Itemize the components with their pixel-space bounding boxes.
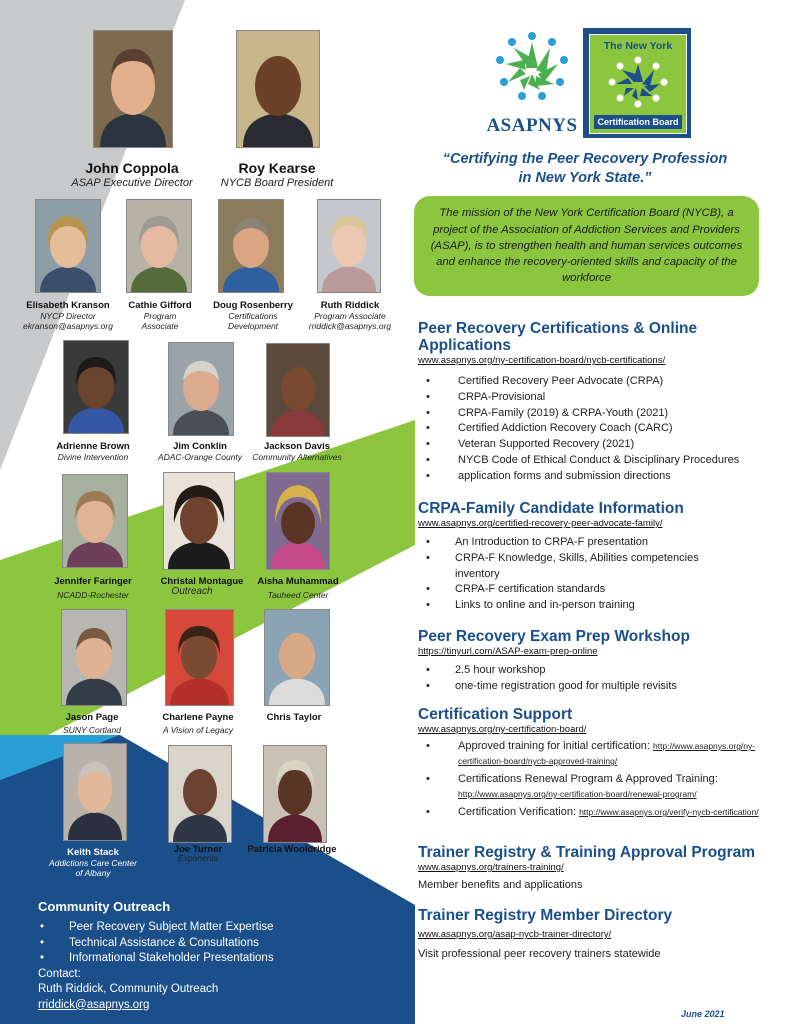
person-patricia-wooldridge	[240, 844, 344, 855]
person-role: Outreach	[171, 586, 213, 597]
person-doug-rosenberry	[203, 300, 303, 331]
person-role: Community Alternatives	[252, 452, 342, 462]
person-role: Program Associate	[314, 311, 386, 321]
person-role: Program	[143, 311, 177, 321]
portrait-icon	[219, 200, 283, 292]
list-item: • CRPA-Family (2019) & CRPA-Youth (2021)	[426, 406, 669, 419]
portrait-icon	[166, 610, 233, 705]
photo-john-coppola	[93, 30, 173, 148]
list-item: • Links to online and in-person training	[426, 599, 635, 612]
photo-doug-rosenberry	[218, 199, 284, 293]
section-title	[418, 320, 758, 354]
person-role: Exponents	[177, 853, 219, 863]
list-item: • CRPA-F certification standards	[426, 583, 606, 596]
person-jim-conklin	[150, 441, 250, 462]
list-item: • Informational Stakeholder Presentations	[40, 952, 274, 964]
person-name: Patricia Wooldridge	[247, 844, 337, 855]
person-jackson-davis	[244, 441, 350, 462]
portrait-icon	[169, 343, 233, 435]
list-item-text: Certifications Renewal Program & Approved Training:	[458, 773, 718, 785]
list-item-text: Approved training for initial certification:	[458, 740, 654, 752]
list-item: • Technical Assistance & Consultations	[40, 936, 259, 949]
photo-roy-kearse	[236, 30, 320, 148]
photo-jim-conklin	[168, 342, 234, 436]
photo-charlene-payne	[165, 609, 234, 706]
person-name: Ruth Riddick	[320, 300, 380, 311]
portrait-icon	[267, 473, 329, 569]
section-title: Trainer Registry Member Directory	[418, 907, 673, 924]
list-item-text: CRPA-Family (2019) & CRPA-Youth (2021)	[458, 406, 669, 419]
photo-jason-page	[61, 609, 127, 706]
section-link[interactable]: https://tinyurl.com/ASAP-exam-prep-online	[418, 646, 598, 657]
person-name: John Coppola	[85, 160, 179, 176]
photo-jackson-davis	[266, 343, 330, 437]
portrait-icon	[169, 746, 231, 842]
list-item-text: An Introduction to CRPA-F presentation	[455, 536, 649, 548]
portrait-icon	[63, 475, 127, 567]
list-item-text: Certified Recovery Peer Advocate (CRPA)	[458, 375, 664, 387]
section-title-line1: Peer Recovery Certifications & Online	[418, 320, 698, 337]
person-role-2: of Albany	[75, 868, 111, 878]
photo-ruth-riddick	[317, 199, 381, 293]
list-item: • Veteran Supported Recovery (2021)	[426, 438, 635, 451]
person-name: Keith Stack	[67, 847, 119, 858]
exam-list	[418, 663, 758, 695]
person-name: Jennifer Faringer	[54, 576, 132, 587]
portrait-icon	[267, 344, 329, 436]
list-item-text: Certified Addiction Recovery Coach (CARC)	[458, 422, 673, 435]
person-christal-montague	[147, 576, 257, 597]
people-circle-icon	[486, 28, 578, 108]
person-role: A Vision of Legacy	[163, 725, 233, 735]
person-name: Christal Montague	[160, 576, 244, 587]
person-name: Joe Turner	[173, 844, 223, 855]
person-role-2: Associate	[141, 321, 179, 331]
outreach-list	[38, 920, 274, 967]
list-item: • application forms and submission directions	[426, 469, 671, 482]
portrait-icon	[318, 200, 380, 292]
person-name: Jim Conklin	[173, 441, 227, 452]
person-chris-taylor	[244, 712, 344, 723]
photo-adrienne-brown	[63, 340, 129, 434]
section-title-line2: Applications	[418, 337, 512, 354]
portrait-icon	[237, 31, 319, 147]
section-certification-support	[418, 706, 778, 820]
section-link[interactable]: www.asapnys.org/trainers-training/	[418, 862, 564, 873]
photo-cathie-gifford	[126, 199, 192, 293]
list-item-text: Informational Stakeholder Presentations	[69, 952, 274, 964]
section-exam-prep	[418, 628, 758, 695]
list-item-text: CRPA-F certification standards	[455, 583, 606, 596]
person-name: Roy Kearse	[238, 160, 316, 176]
mission-box	[414, 196, 759, 296]
section-link[interactable]: www.asapnys.org/certified-recovery-peer-advocate-family/	[418, 518, 663, 529]
person-name: Jason Page	[65, 712, 119, 723]
person-role: NYCB Board President	[220, 177, 334, 189]
section-text: Visit professional peer recovery trainers statewide	[418, 948, 661, 960]
person-charlene-payne	[146, 712, 250, 735]
portrait-icon	[62, 610, 126, 705]
section-link[interactable]: www.asapnys.org/ny-certification-board/	[418, 724, 587, 735]
list-item-text: 2.5 hour workshop	[455, 664, 546, 676]
list-item-text: Certification Verification:	[458, 806, 580, 818]
section-trainer-registry	[418, 844, 778, 891]
person-role: SUNY Cortland	[63, 725, 121, 735]
list-item: • Approved training for initial certification: http://www.asapnys.org/ny-certification-board/nycb-approved-training/	[426, 740, 756, 766]
person-role: Tauheed Center	[267, 590, 329, 600]
nycb-logo-line1: The New York	[603, 40, 673, 52]
person-role-2: Development	[227, 321, 279, 331]
section-link[interactable]: www.asapnys.org/asap-nycb-trainer-directory/	[418, 929, 612, 940]
certification-list	[418, 374, 758, 485]
person-role: ADAC-Orange County	[157, 452, 243, 462]
portrait-icon	[94, 31, 172, 147]
person-ruth-riddick	[295, 300, 405, 331]
person-name: Chris Taylor	[266, 712, 322, 723]
nycb-logo	[583, 28, 691, 138]
support-list	[418, 739, 778, 820]
asapnys-logo-text: ASAPNYS	[486, 115, 578, 136]
section-text: Member benefits and applications	[418, 879, 583, 891]
list-item-text: Veteran Supported Recovery (2021)	[458, 438, 635, 451]
photo-christal-montague	[163, 472, 235, 570]
list-item: • 2.5 hour workshop	[426, 664, 546, 676]
contact-email[interactable]: rriddick@asapnys.org	[38, 998, 150, 1011]
list-item: • Certified Recovery Peer Advocate (CRPA)	[426, 375, 664, 387]
list-item-text: NYCB Code of Ethical Conduct & Disciplinary Procedures	[458, 453, 740, 466]
person-john-coppola	[52, 160, 212, 190]
portrait-icon	[164, 473, 234, 569]
list-item-text: Links to online and in-person training	[455, 599, 635, 612]
asapnys-logo	[486, 28, 578, 136]
person-role: Certifications	[228, 311, 278, 321]
person-name: Charlene Payne	[162, 712, 234, 723]
nycb-logo-line2: Certification Board	[597, 117, 679, 127]
person-role: ASAP Executive Director	[71, 177, 193, 189]
person-roy-kearse	[197, 160, 357, 190]
photo-chris-taylor	[264, 609, 330, 706]
person-joe-turner	[150, 844, 246, 863]
person-email: rriddick@asapnys.org	[308, 321, 392, 331]
photo-patricia-wooldridge	[263, 745, 327, 843]
tagline: “Certifying the Peer Recovery Profession in New York State.”	[442, 151, 728, 186]
section-peer-certifications	[418, 320, 758, 485]
person-name: Elisabeth Kranson	[26, 300, 110, 311]
list-item: • NYCB Code of Ethical Conduct & Disciplinary Procedures	[426, 453, 740, 466]
person-name: Cathie Gifford	[128, 300, 192, 311]
list-item: • An Introduction to CRPA-F presentation	[426, 536, 649, 548]
list-item: • Certifications Renewal Program & Approved Training: http://www.asapnys.org/ny-certification-board/renewal-program/	[426, 773, 718, 799]
photo-aisha-muhammad	[266, 472, 330, 570]
person-cathie-gifford	[110, 300, 210, 331]
person-role: NCADD-Rochester	[57, 590, 129, 600]
person-name: Aisha Muhammad	[257, 576, 339, 587]
list-item-link[interactable]: http://www.asapnys.org/ny-certification-board/renewal-program/	[458, 789, 697, 799]
list-item-text: application forms and submission directions	[458, 469, 671, 482]
family-list	[418, 535, 738, 614]
person-name: Adrienne Brown	[56, 441, 130, 452]
mission-text: The mission of the New York Certification Board (NYCB), a project of the Association of Addiction Services and Providers (ASAP), is to strengthen health and human services outcomes and enhance the recovery-oriented skills and capacity of the workforce	[430, 207, 743, 285]
person-role: Addictions Care Center	[49, 858, 137, 868]
person-name: Jackson Davis	[263, 441, 330, 452]
contact-name: Ruth Riddick, Community Outreach	[38, 983, 219, 995]
person-adrienne-brown	[38, 441, 148, 462]
list-item: • Certification Verification: http://www.asapnys.org/verify-nycb-certification/	[426, 806, 759, 818]
portrait-icon	[64, 744, 126, 840]
list-item: • one-time registration good for multiple revisits	[426, 679, 677, 692]
people-circle-icon	[590, 52, 686, 112]
section-crpa-family	[418, 500, 738, 614]
person-keith-stack	[40, 847, 146, 878]
section-title: CRPA-Family Candidate Information	[418, 500, 684, 517]
contact-label: Contact:	[38, 967, 81, 980]
list-item: • CRPA-F Knowledge, Skills, Abilities competencies inventory	[426, 551, 699, 580]
section-title: Certification Support	[418, 706, 573, 723]
outreach-title: Community Outreach	[38, 899, 171, 914]
person-role: Divine Intervention	[57, 452, 129, 462]
list-item-text: Peer Recovery Subject Matter Expertise	[69, 921, 274, 933]
section-link[interactable]: www.asapnys.org/ny-certification-board/nycb-certifications/	[418, 355, 666, 366]
list-item-text: CRPA-Provisional	[458, 390, 546, 403]
list-item-text: CRPA-F Knowledge, Skills, Abilities competencies inventory	[455, 551, 699, 580]
portrait-icon	[127, 200, 191, 292]
portrait-icon	[265, 610, 329, 705]
portrait-icon	[64, 341, 128, 433]
person-email: ekranson@asapnys.org	[23, 321, 113, 331]
photo-jennifer-faringer	[62, 474, 128, 568]
list-item: • CRPA-Provisional	[426, 390, 546, 403]
photo-keith-stack	[63, 743, 127, 841]
person-aisha-muhammad	[246, 576, 350, 600]
list-item-text: one-time registration good for multiple revisits	[455, 679, 677, 692]
photo-joe-turner	[168, 745, 232, 843]
portrait-icon	[264, 746, 326, 842]
community-outreach	[38, 899, 274, 1013]
publication-date: June 2021	[681, 1009, 725, 1019]
person-name: Doug Rosenberry	[213, 300, 293, 311]
section-title: Trainer Registry & Training Approval Program	[418, 844, 756, 861]
section-trainer-directory	[418, 907, 778, 960]
list-item: • Certified Addiction Recovery Coach (CARC)	[426, 422, 673, 435]
person-jason-page	[40, 712, 144, 735]
list-item-text: Technical Assistance & Consultations	[69, 936, 259, 949]
list-item-link[interactable]: http://www.asapnys.org/verify-nycb-certification/	[579, 807, 759, 817]
person-role: NYCP Director	[40, 311, 96, 321]
section-title: Peer Recovery Exam Prep Workshop	[418, 628, 690, 645]
photo-elisabeth-kranson	[35, 199, 101, 293]
portrait-icon	[36, 200, 100, 292]
list-item: • Peer Recovery Subject Matter Expertise	[40, 921, 274, 933]
list-item-link[interactable]: http://www.asapnys.org/ny-certification-board/nycb-approved-training/	[458, 741, 756, 766]
